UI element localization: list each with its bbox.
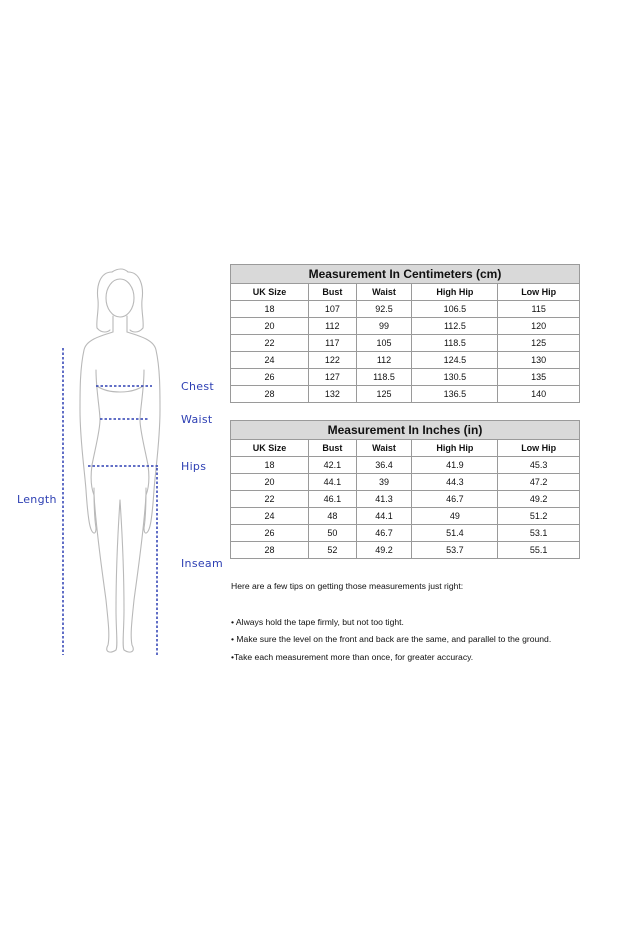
table-cell: 135 [498,369,580,386]
table-cell: 53.7 [412,542,498,559]
table-cell: 44.1 [356,508,412,525]
table-cell: 26 [231,525,309,542]
table-cell: 20 [231,474,309,491]
table-row [231,474,580,491]
table-cell: 18 [231,457,309,474]
table-row [231,369,580,386]
table-row [231,386,580,403]
table-cell: 18 [231,301,309,318]
table-cell: 125 [498,335,580,352]
table-cell: 115 [498,301,580,318]
table-cell: 124.5 [412,352,498,369]
table-cell: 106.5 [412,301,498,318]
table-cell: 44.1 [309,474,357,491]
column-header: High Hip [412,284,498,301]
table-cell: 24 [231,352,309,369]
table-row [231,318,580,335]
size-table-centimeters [230,264,580,403]
chest-label: Chest [181,380,214,393]
table-row [231,352,580,369]
table-cell: 125 [356,386,412,403]
waist-label: Waist [181,413,213,426]
table-cell: 51.4 [412,525,498,542]
table-cell: 105 [356,335,412,352]
table-cell: 46.7 [356,525,412,542]
table-cell: 136.5 [412,386,498,403]
inseam-label: Inseam [181,557,223,570]
hips-label: Hips [181,460,207,473]
table-row [231,335,580,352]
table-row [231,301,580,318]
table-cell: 112.5 [412,318,498,335]
table-row [231,542,580,559]
table-cell: 99 [356,318,412,335]
body-outline [80,269,160,652]
tip-item: •Take each measurement more than once, for greater accuracy. [231,652,474,662]
column-header: UK Size [231,284,309,301]
column-header: Waist [356,440,412,457]
table-cell: 92.5 [356,301,412,318]
table-cell: 49.2 [498,491,580,508]
column-header: UK Size [231,440,309,457]
table-cell: 130 [498,352,580,369]
table-cell: 118.5 [412,335,498,352]
table-cell: 28 [231,386,309,403]
table-title: Measurement In Centimeters (cm) [231,265,580,284]
size-table-inches [230,420,580,559]
table-cell: 52 [309,542,357,559]
table-cell: 46.1 [309,491,357,508]
table-cell: 39 [356,474,412,491]
tips-intro: Here are a few tips on getting those measurements just right: [231,581,464,591]
table-cell: 44.3 [412,474,498,491]
table-cell: 112 [356,352,412,369]
table-cell: 20 [231,318,309,335]
table-cell: 28 [231,542,309,559]
column-header: Waist [356,284,412,301]
table-cell: 41.3 [356,491,412,508]
table-cell: 26 [231,369,309,386]
table-cell: 118.5 [356,369,412,386]
table-cell: 47.2 [498,474,580,491]
table-cell: 53.1 [498,525,580,542]
table-cell: 24 [231,508,309,525]
table-cell: 112 [309,318,357,335]
table-cell: 50 [309,525,357,542]
table-cell: 51.2 [498,508,580,525]
column-header: Low Hip [498,284,580,301]
table-cell: 122 [309,352,357,369]
table-cell: 36.4 [356,457,412,474]
table-cell: 132 [309,386,357,403]
table-cell: 117 [309,335,357,352]
table-cell: 22 [231,491,309,508]
table-cell: 49.2 [356,542,412,559]
column-header: Bust [309,440,357,457]
table-cell: 45.3 [498,457,580,474]
table-cell: 120 [498,318,580,335]
table-cell: 42.1 [309,457,357,474]
table-cell: 41.9 [412,457,498,474]
table-cell: 107 [309,301,357,318]
table-row [231,508,580,525]
table-cell: 48 [309,508,357,525]
table-cell: 127 [309,369,357,386]
table-cell: 130.5 [412,369,498,386]
table-title: Measurement In Inches (in) [231,421,580,440]
column-header: Low Hip [498,440,580,457]
length-label: Length [17,493,57,506]
table-cell: 49 [412,508,498,525]
table-row [231,457,580,474]
table-cell: 55.1 [498,542,580,559]
column-header: High Hip [412,440,498,457]
tip-item: • Always hold the tape firmly, but not too tight. [231,617,404,627]
column-header: Bust [309,284,357,301]
tip-item: • Make sure the level on the front and back are the same, and parallel to the ground. [231,634,552,644]
table-row [231,525,580,542]
table-cell: 22 [231,335,309,352]
table-cell: 46.7 [412,491,498,508]
table-cell: 140 [498,386,580,403]
table-row [231,491,580,508]
